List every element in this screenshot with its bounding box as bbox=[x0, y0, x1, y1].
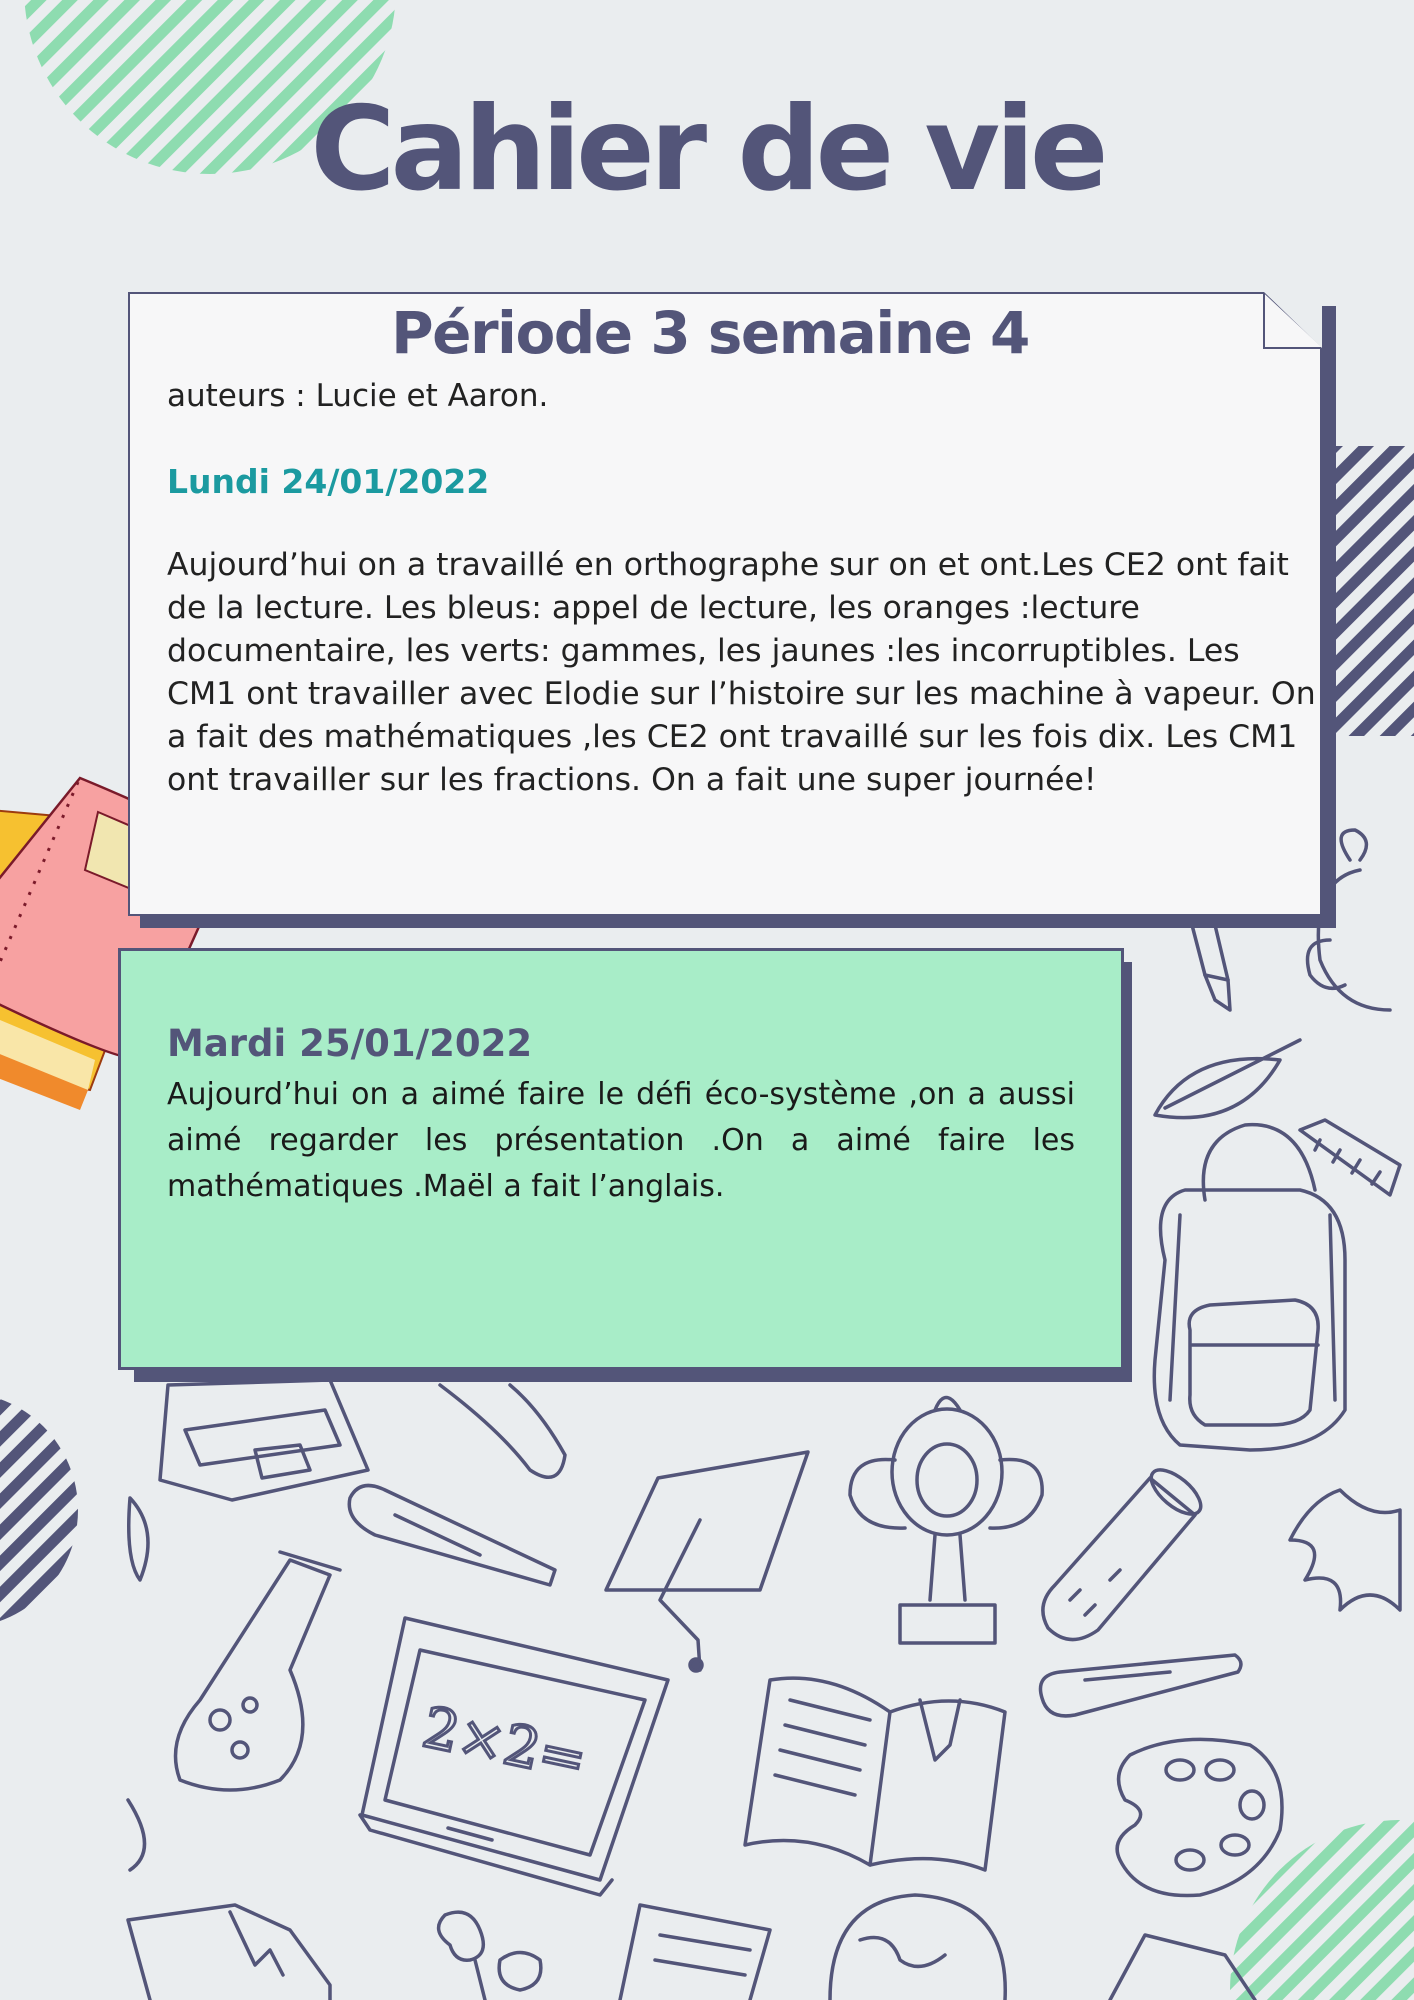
chalkboard-text: 2×2= bbox=[417, 1695, 593, 1794]
bottom-book-icon bbox=[128, 1905, 330, 2000]
authors-line: auteurs : Lucie et Aaron. bbox=[167, 378, 549, 414]
pencil-icon bbox=[1192, 925, 1230, 1010]
backpack-icon bbox=[1154, 1125, 1345, 1450]
bottom-scissors-icon bbox=[439, 1912, 541, 2000]
leaf-icon bbox=[1155, 1040, 1300, 1118]
globe-icon bbox=[830, 1895, 1005, 2000]
pen-icon bbox=[349, 1486, 555, 1586]
trophy-icon bbox=[850, 1398, 1042, 1644]
monday-text: Aujourd’hui on a travaillé en orthographe sur on et ont.Les CE2 ont fait de la lecture. Les bleus: appel de lecture, les oranges :lecture documentaire, les verts: gammes, les jaunes :les incorruptibles. Les CM1 ont travailler avec Elodie sur l’histoire sur les machine à vapeur. On a fait des mathématiques ,les CE2 ont travaillé sur les fois dix. Les CM1 ont travailler sur les fractions. On a fait une super journée! bbox=[167, 547, 1316, 798]
folded-corner bbox=[1262, 292, 1334, 362]
page-title: Cahier de vie bbox=[310, 82, 1104, 217]
graduation-cap-icon bbox=[606, 1452, 808, 1671]
left-edge-leaf-icon bbox=[129, 1498, 148, 1580]
pen-right-icon bbox=[1040, 1655, 1240, 1716]
period-heading: Période 3 semaine 4 bbox=[391, 299, 1029, 367]
maple-leaf-icon bbox=[1290, 1490, 1400, 1610]
tuesday-heading: Mardi 25/01/2022 bbox=[167, 1022, 533, 1065]
striped-circle-bottom-right bbox=[1230, 1820, 1414, 2000]
monday-heading: Lundi 24/01/2022 bbox=[167, 462, 490, 501]
scissors-icon bbox=[440, 1385, 565, 1477]
open-book-icon bbox=[745, 1678, 1005, 1870]
flask-icon bbox=[176, 1552, 341, 1790]
striped-circle-left bbox=[0, 1392, 78, 1628]
laptop-icon bbox=[160, 1380, 368, 1500]
palette-icon bbox=[1117, 1739, 1282, 1895]
bottom-notepad-icon bbox=[620, 1905, 770, 2000]
test-tube-icon bbox=[1043, 1462, 1208, 1640]
bottom-left-arc-icon bbox=[128, 1800, 145, 1870]
tuesday-text: Aujourd’hui on a aimé faire le défi éco-système ,on a aussi aimé regarder les présentation .On a aimé faire les mathématiques .Maël a fait l’anglais. bbox=[167, 1077, 1075, 1204]
striped-block-right bbox=[1334, 446, 1414, 736]
